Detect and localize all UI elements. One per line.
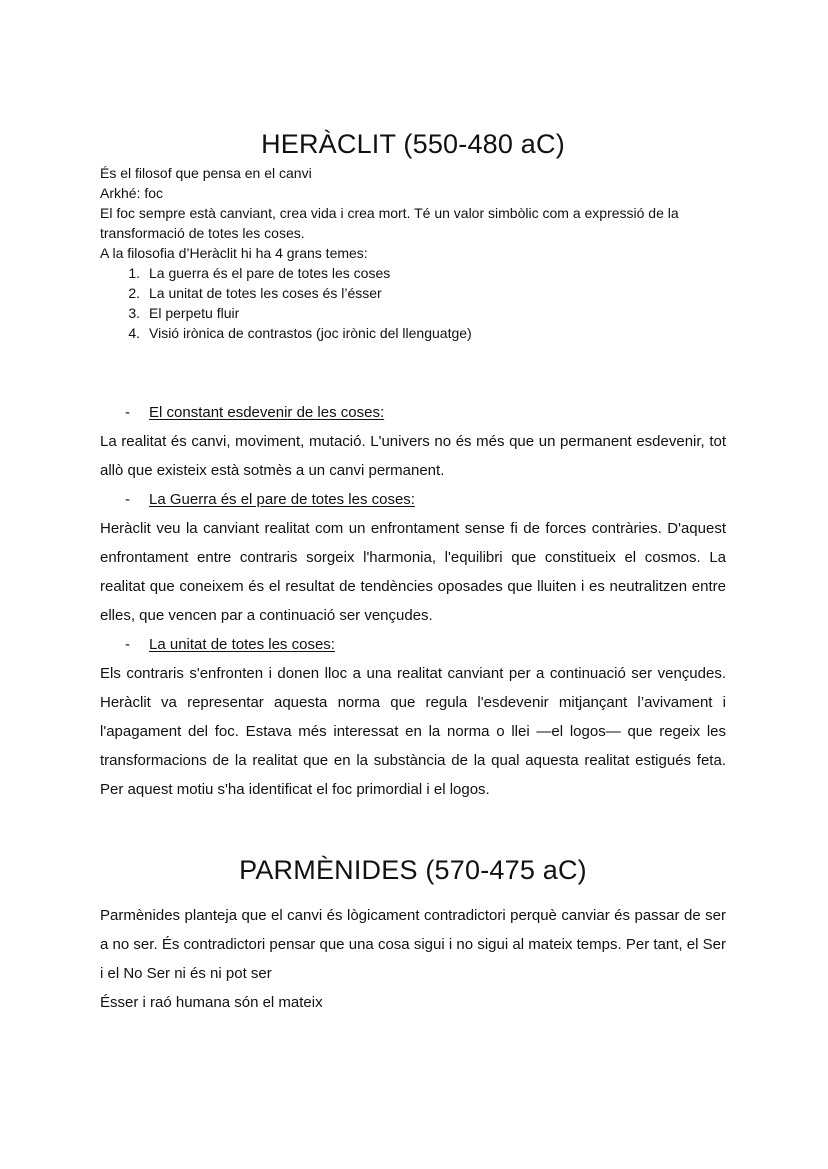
themes-list xyxy=(100,263,726,343)
section-unitat xyxy=(100,630,726,804)
parmenides-closing: Ésser i raó humana són el mateix xyxy=(100,994,323,1011)
dash-bullet: - xyxy=(125,491,130,508)
list-item xyxy=(100,283,726,303)
section-guerra xyxy=(100,485,726,630)
section-body: La realitat és canvi, moviment, mutació. L'univers no és més que un permanent esdevenir, tot allò que existeix està sotmès a un canvi permanent. xyxy=(100,433,726,479)
intro-line: És el filosof que pensa en el canvi xyxy=(100,165,312,181)
section-body: Heràclit veu la canviant realitat com un enfrontament sense fi de forces contràries. D'aquest enfrontament entre contraris sorgeix l'harmonia, l'equilibri que constitueix el cosmos. La realitat que coneixem és el resultat de tendències oposades que lluiten i es neutralitzen entre elles, que vencen par a continuació ser vençudes. xyxy=(100,520,726,624)
title-parmenides: PARMÈNIDES (570-475 aC) xyxy=(239,855,587,885)
list-text: La guerra és el pare de totes les coses xyxy=(149,265,391,281)
list-number: 2. xyxy=(128,285,140,301)
spacer xyxy=(100,804,726,853)
parmenides-body: Parmènides planteja que el canvi és lògicament contradictori perquè canviar és passar de ser a no ser. És contradictori pensar que una cosa sigui i no sigui al mateix temps. Per tant, el Ser i el No Ser ni és ni pot ser xyxy=(100,907,726,982)
section-heading-text: La Guerra és el pare de totes les coses: xyxy=(149,491,415,508)
section-constant-esdevenir xyxy=(100,398,726,485)
section-heading-text: El constant esdevenir de les coses: xyxy=(149,404,385,421)
intro-line: A la filosofia d’Heràclit hi ha 4 grans temes: xyxy=(100,245,368,261)
list-text: La unitat de totes les coses és l’ésser xyxy=(149,285,382,301)
dash-bullet: - xyxy=(125,404,130,421)
intro-line: El foc sempre està canviant, crea vida i crea mort. Té un valor simbòlic com a expressió de la transformació de totes les coses. xyxy=(100,205,679,241)
list-number: 4. xyxy=(128,325,140,341)
list-text: Visió irònica de contrastos (joc irònic del llenguatge) xyxy=(149,325,472,341)
section-heading xyxy=(100,485,726,514)
heraclit-intro xyxy=(100,163,726,263)
section-heading-text: La unitat de totes les coses: xyxy=(149,636,335,653)
list-number: 3. xyxy=(128,305,140,321)
section-heading xyxy=(100,398,726,427)
section-heading xyxy=(100,630,726,659)
list-item xyxy=(100,303,726,323)
intro-line: Arkhé: foc xyxy=(100,185,164,201)
list-item xyxy=(100,323,726,343)
list-number: 1. xyxy=(128,265,140,281)
spacer xyxy=(100,343,726,398)
section-body: Els contraris s'enfronten i donen lloc a una realitat canviant per a continuació ser vençudes. Heràclit va representar aquesta norma que regula l'esdevenir mitjançant l’avivament i l'apagament del foc. Estava més interessat en la norma o llei —el logos— que regeix les transformacions de la realitat que en la substància de la qual aquesta realitat estigués feta. Per aquest motiu s'ha identificat el foc primordial i el logos. xyxy=(100,665,726,798)
dash-bullet: - xyxy=(125,636,130,653)
title-heraclit: HERÀCLIT (550-480 aC) xyxy=(261,129,565,159)
list-text: El perpetu fluir xyxy=(149,305,240,321)
list-item xyxy=(100,263,726,283)
